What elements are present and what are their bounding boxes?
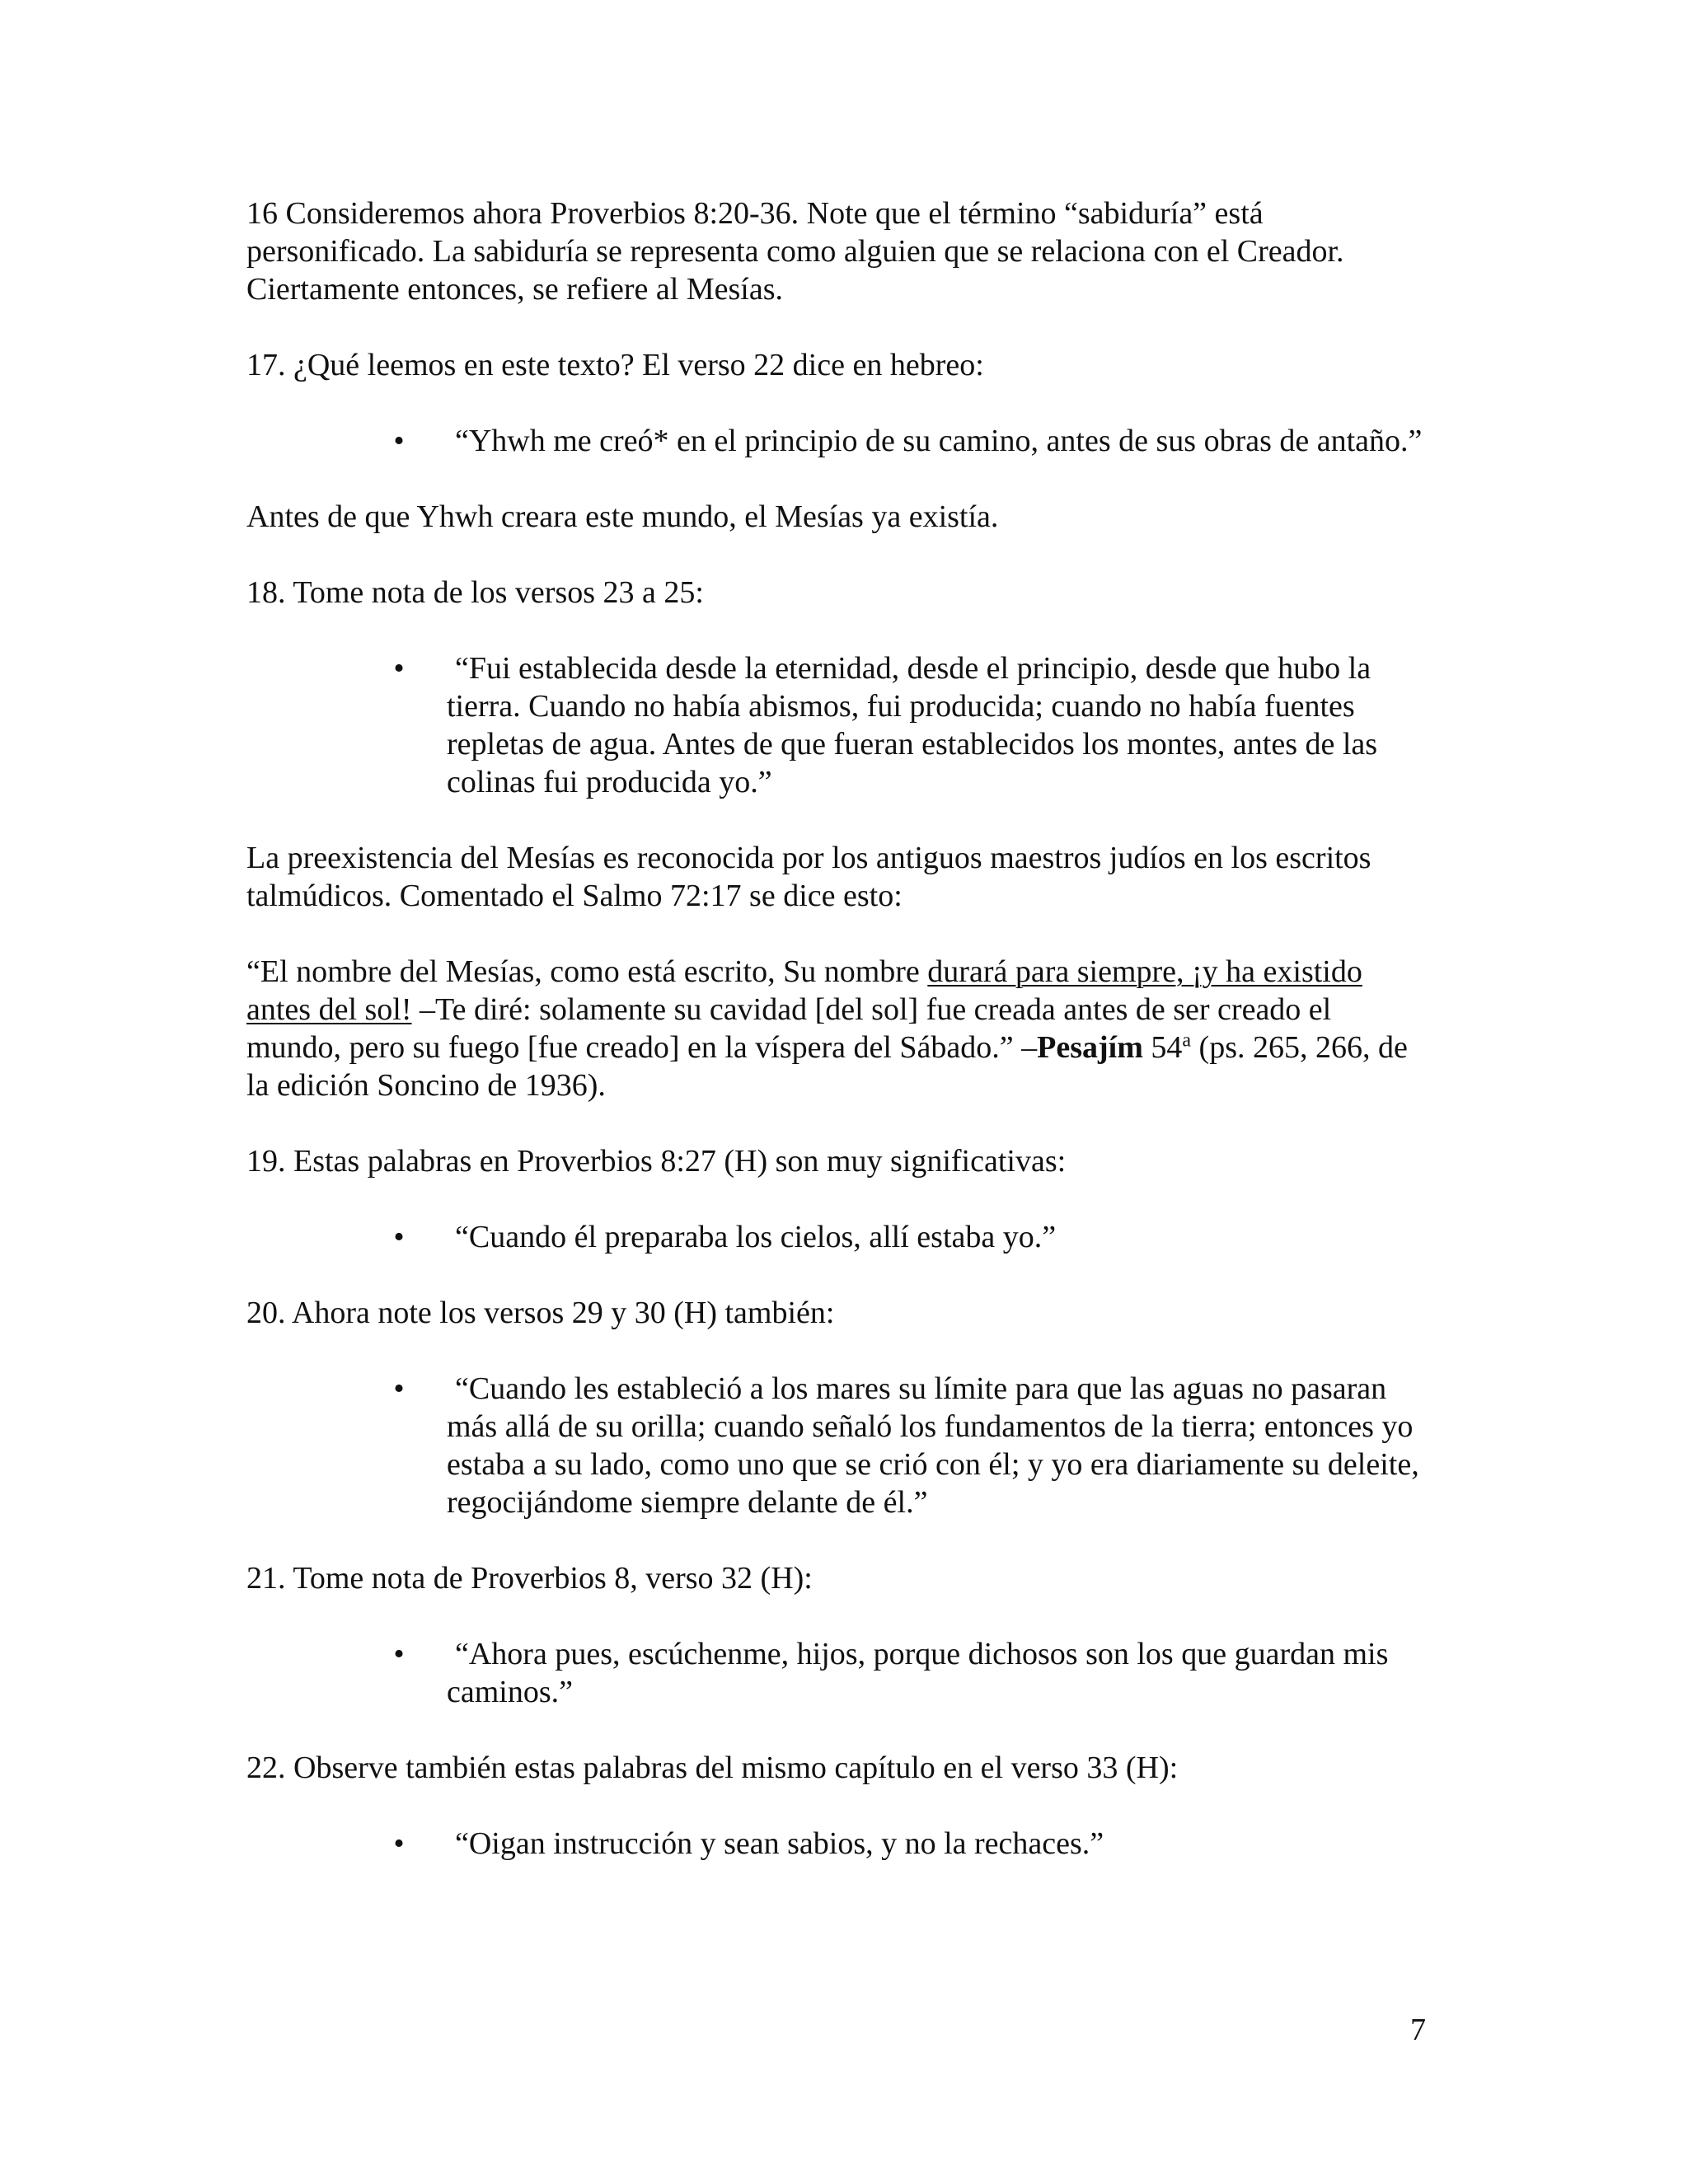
bullet-quote-verses-23-25 (246, 649, 1425, 801)
bullet-quote-verse-32 (246, 1635, 1425, 1711)
paragraph-18: 18. Tome nota de los versos 23 a 25: (246, 575, 704, 610)
paragraph-17-conclusion: Antes de que Yhwh creara este mundo, el Mesías ya existía. (246, 499, 999, 534)
quote-text: –Te diré: solamente su cavidad [del sol] fue creada antes de ser creado el mundo, pero su fuego [fue creado] en la víspera del Sábado.” – (246, 992, 1332, 1065)
quote-superscript: a (1182, 1029, 1192, 1052)
document-body (246, 194, 1425, 1900)
bullet-quote-verse-33 (246, 1825, 1425, 1863)
bullet-icon: • (393, 1826, 405, 1861)
bullet-icon: • (393, 1637, 405, 1671)
bullet-text: “Ahora pues, escúchenme, hijos, porque dichosos son los que guardan mis caminos.” (447, 1637, 1389, 1709)
bullet-text: “Oigan instrucción y sean sabios, y no la rechaces.” (455, 1826, 1104, 1861)
paragraph-20: 20. Ahora note los versos 29 y 30 (H) también: (246, 1296, 835, 1330)
quote-text: “El nombre del Mesías, como está escrito, Su nombre (246, 954, 928, 989)
quote-text: (ps. 265, 266, de la edición Soncino de 1936). (246, 1030, 1408, 1103)
paragraph-21: 21. Tome nota de Proverbios 8, verso 32 (H): (246, 1561, 813, 1596)
bullet-text: “Cuando él preparaba los cielos, allí estaba yo.” (455, 1220, 1057, 1254)
bullet-icon: • (393, 1220, 405, 1254)
paragraph-17: 17. ¿Qué leemos en este texto? El verso 22 dice en hebreo: (246, 348, 984, 382)
bullet-icon: • (393, 651, 405, 686)
bullet-quote-verse-27 (246, 1218, 1425, 1256)
paragraph-18-talmud-intro: La preexistencia del Mesías es reconocida por los antiguos maestros judíos en los escritos talmúdicos. Comentado el Salmo 72:17 se dice esto: (246, 841, 1372, 913)
page-number: 7 (1410, 2013, 1426, 2047)
paragraph-16: 16 Consideremos ahora Proverbios 8:20-36. Note que el término “sabiduría” está personificado. La sabiduría se representa como alguien que se relaciona con el Creador. Ciertamente entonces, se refiere al Mesías. (246, 196, 1344, 307)
bullet-icon: • (393, 424, 405, 458)
bullet-text: “Cuando les estableció a los mares su límite para que las aguas no pasaran más allá de su orilla; cuando señaló los fundamentos de la tierra; entonces yo estaba a su lado, como uno que se crió con él; y yo era diariamente su deleite, regocijándome siempre delante de él.” (447, 1371, 1419, 1520)
bullet-text: “Yhwh me creó* en el principio de su camino, antes de sus obras de antaño.” (455, 424, 1423, 458)
quote-text: 54 (1142, 1030, 1183, 1065)
bullet-icon: • (393, 1371, 405, 1406)
bullet-quote-verse-22 (246, 422, 1425, 460)
quote-source-title: Pesajím (1037, 1030, 1143, 1065)
talmud-quote (246, 953, 1425, 1104)
bullet-text: “Fui establecida desde la eternidad, desde el principio, desde que hubo la tierra. Cuando no había abismos, fui producida; cuando no había fuentes repletas de agua. Antes de que fueran establecidos los montes, antes de las colinas fui producida yo.” (447, 651, 1378, 799)
bullet-quote-verses-29-30 (246, 1370, 1425, 1521)
paragraph-19: 19. Estas palabras en Proverbios 8:27 (H) son muy significativas: (246, 1144, 1067, 1179)
quote-underlined-text: durará para siempre, ¡y ha existido antes del sol! (246, 954, 1362, 1027)
paragraph-22: 22. Observe también estas palabras del mismo capítulo en el verso 33 (H): (246, 1750, 1179, 1785)
